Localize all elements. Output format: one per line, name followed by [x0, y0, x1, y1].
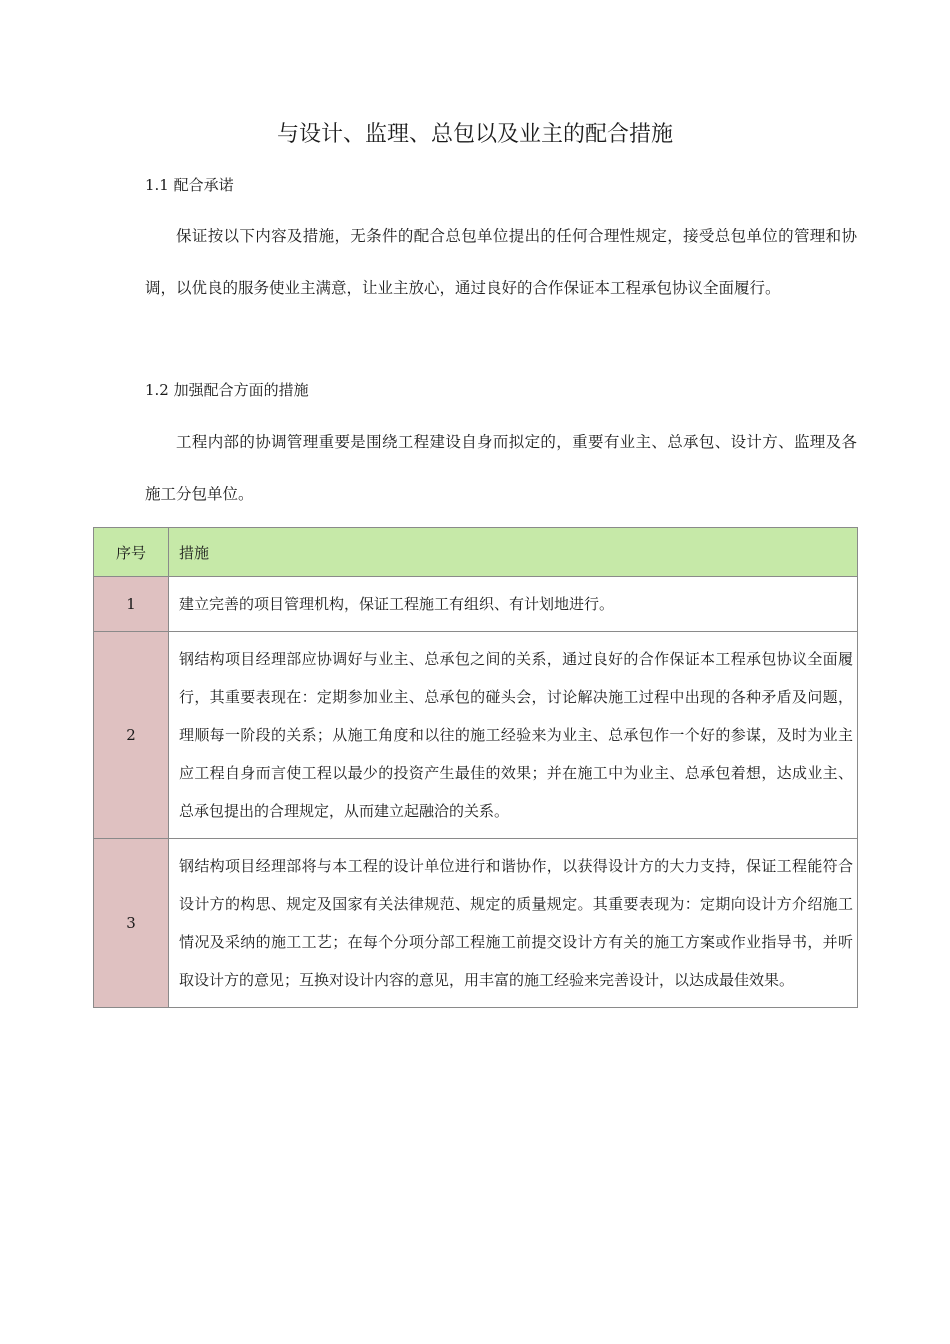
row-number: 3 — [94, 839, 169, 1008]
section-heading-2: 1.2 加强配合方面的措施 — [145, 381, 309, 399]
table-header-row — [94, 528, 858, 577]
page-title: 与设计、监理、总包以及业主的配合措施 — [276, 122, 673, 147]
row-measure-text: 钢结构项目经理部将与本工程的设计单位进行和谐协作，以获得设计方的大力支持，保证工程能符合设计方的构思、规定及国家有关法律规范、规定的质量规定。其重要表现为：定期向设计方介绍施工情况及采纳的施工工艺；在每个分项分部工程施工前提交设计方有关的施工方案或作业指导书，并听取设计方的意见；互换对设计内容的意见，用丰富的施工经验来完善设计，以达成最佳效果。 — [169, 839, 858, 1008]
row-measure-text: 钢结构项目经理部应协调好与业主、总承包之间的关系，通过良好的合作保证本工程承包协议全面履行，其重要表现在：定期参加业主、总承包的碰头会，讨论解决施工过程中出现的各种矛盾及问题，理顺每一阶段的关系；从施工角度和以往的施工经验来为业主、总承包作一个好的参谋，及时为业主应工程自身而言使工程以最少的投资产生最佳的效果；并在施工中为业主、总承包着想，达成业主、总承包提出的合理规定，从而建立起融洽的关系。 — [169, 632, 858, 839]
section-body-2: 工程内部的协调管理重要是围绕工程建设自身而拟定的，重要有业主、总承包、设计方、监理及各施工分包单位。 — [145, 433, 857, 503]
measures-table — [93, 527, 858, 1008]
row-measure-text: 建立完善的项目管理机构，保证工程施工有组织、有计划地进行。 — [169, 577, 858, 632]
section-body-1: 保证按以下内容及措施，无条件的配合总包单位提出的任何合理性规定，接受总包单位的管理和协调，以优良的服务使业主满意，让业主放心，通过良好的合作保证本工程承包协议全面履行。 — [145, 227, 857, 297]
row-number: 1 — [94, 577, 169, 632]
column-header-no: 序号 — [94, 528, 169, 577]
column-header-measure: 措施 — [169, 528, 858, 577]
row-number: 2 — [94, 632, 169, 839]
table-row — [94, 577, 858, 632]
table-row — [94, 839, 858, 1008]
table-row — [94, 632, 858, 839]
section-heading-1: 1.1 配合承诺 — [145, 176, 234, 194]
